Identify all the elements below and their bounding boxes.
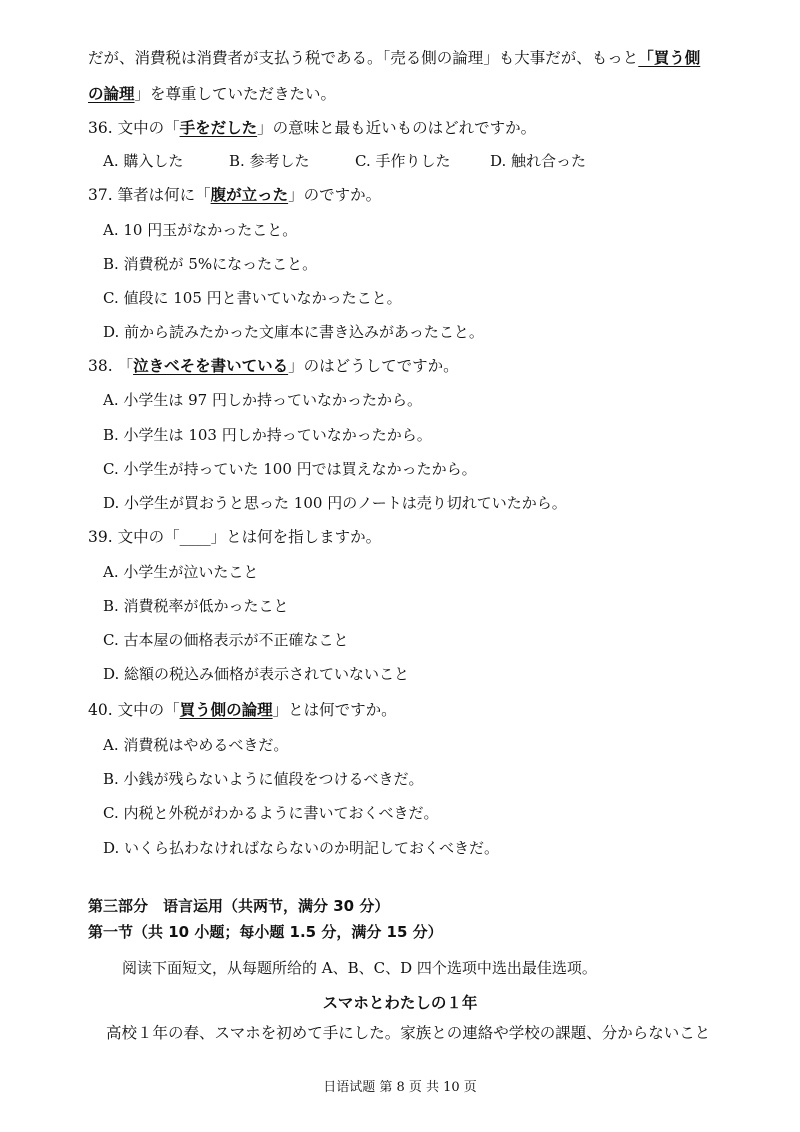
passage-emphasis: 「買う側 xyxy=(638,48,701,67)
option-a: A. 購入した xyxy=(103,152,184,170)
q39-option-c: C. 古本屋の価格表示が不正確なこと xyxy=(103,631,349,649)
question-36 xyxy=(88,118,536,138)
option-b: B. 参考した xyxy=(229,152,310,170)
q39-option-b: B. 消費税率が低かったこと xyxy=(103,597,289,615)
question-text: 38. 「 xyxy=(88,357,134,375)
q39-option-a: A. 小学生が泣いたこと xyxy=(103,563,259,581)
passage-emphasis: の論理 xyxy=(88,84,135,103)
q39-option-d: D. 総額の税込み価格が表示されていないこと xyxy=(103,665,410,683)
q38-option-a: A. 小学生は 97 円しか持っていなかったから。 xyxy=(103,391,422,409)
q38-option-d: D. 小学生が買おうと思った 100 円のノートは売り切れていたから。 xyxy=(103,494,567,512)
q40-option-b: B. 小銭が残らないように値段をつけるべきだ。 xyxy=(103,770,424,788)
question-text: 40. 文中の「 xyxy=(88,701,180,719)
instruction-text: 阅读下面短文，从每题所给的 A、B、C、D 四个选项中选出最佳选项。 xyxy=(122,959,597,977)
q40-option-c: C. 内税と外税がわかるように書いておくべきだ。 xyxy=(103,804,439,822)
q40-option-d: D. いくら払わなければならないのか明記しておくべきだ。 xyxy=(103,839,500,857)
q37-option-a: A. 10 円玉がなかったこと。 xyxy=(103,221,298,239)
question-text: 」の意味と最も近いものはどれですか。 xyxy=(257,119,537,137)
passage-line-1 xyxy=(88,48,700,68)
option-d: D. 触れ合った xyxy=(490,152,587,170)
passage-line-2 xyxy=(88,84,336,104)
question-emphasis: 手をだした xyxy=(179,118,258,137)
question-text: 37. 筆者は何に「 xyxy=(88,186,211,204)
question-text: 」のですか。 xyxy=(288,186,382,204)
question-emphasis: 腹が立った xyxy=(210,185,289,204)
q36-options xyxy=(0,151,800,171)
q38-option-b: B. 小学生は 103 円しか持っていなかったから。 xyxy=(103,426,432,444)
q37-option-d: D. 前から読みたかった文庫本に書き込みがあったこと。 xyxy=(103,323,484,341)
page-footer: 日语试题 第 8 页 共 10 页 xyxy=(323,1080,477,1095)
q38-option-c: C. 小学生が持っていた 100 円では買えなかったから。 xyxy=(103,460,477,478)
question-37 xyxy=(88,185,381,205)
question-emphasis: 泣きべそを書いている xyxy=(133,356,289,375)
question-emphasis: 買う側の論理 xyxy=(179,700,273,719)
reading-title: スマホとわたしの１年 xyxy=(322,994,478,1012)
q37-option-b: B. 消費税が 5%になったこと。 xyxy=(103,255,318,273)
passage-text: 」を尊重していただきたい。 xyxy=(134,85,337,103)
part3-heading: 第三部分 语言运用（共两节，满分 30 分） xyxy=(88,897,390,915)
question-40 xyxy=(88,700,397,720)
section1-heading: 第一节（共 10 小题；每小题 1.5 分，满分 15 分） xyxy=(88,923,443,941)
option-c: C. 手作りした xyxy=(355,152,451,170)
q37-option-c: C. 値段に 105 円と書いていなかったこと。 xyxy=(103,289,402,307)
passage-text: だが、消費税は消費者が支払う税である。「売る側の論理」も大事だが、もっと xyxy=(88,49,639,67)
question-39: 39. 文中の「____」とは何を指しますか。 xyxy=(88,528,382,546)
question-text: 36. 文中の「 xyxy=(88,119,180,137)
q40-option-a: A. 消費税はやめるべきだ。 xyxy=(103,736,289,754)
reading-body-line-1: 高校１年の春、スマホを初めて手にした。家族との連絡や学校の課題、分からないこと xyxy=(106,1024,711,1042)
question-38 xyxy=(88,356,459,376)
question-text: 」のはどうしてですか。 xyxy=(288,357,459,375)
question-text: 」とは何ですか。 xyxy=(272,701,397,719)
